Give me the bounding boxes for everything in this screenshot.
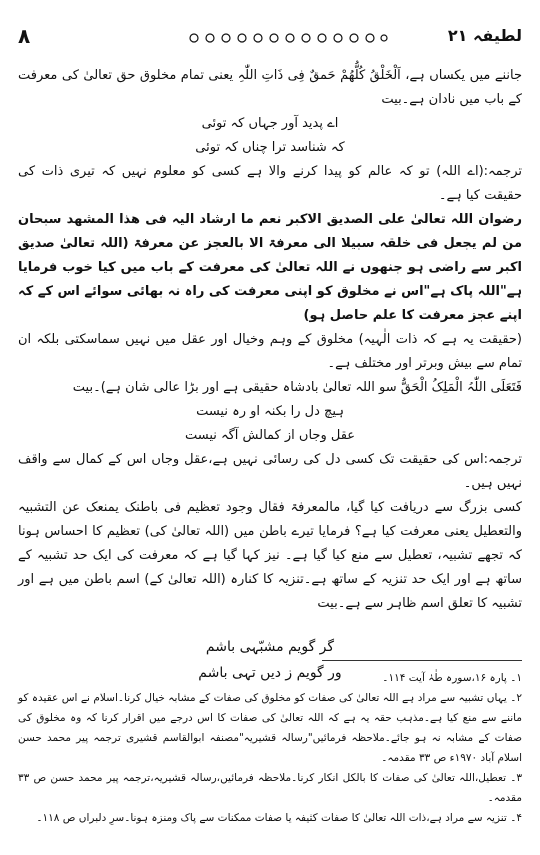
verse-2-line-2: عقل وجاں از کمالش آگہ نیست — [184, 428, 356, 443]
verse-3-line-1: گر گویم مشبّہی باشم — [205, 639, 335, 655]
chapter-title: لطیفہ ۲۱ — [447, 26, 522, 45]
page-number: ۸ — [18, 24, 31, 48]
paragraph-2: (حقیقت یہ ہے کہ ذات الٰہیہ) مخلوق کے وہم وخیال اور عقل میں نہیں سماسکتی بلکہ ان تمام سے بیش وبرتر اور مختلف ہے۔ — [18, 332, 522, 371]
spacer — [18, 616, 522, 634]
verse-1-line-2: کہ شناسد ترا چناں کہ توئی — [195, 140, 345, 155]
paragraph-1: جاننے میں یکساں ہے، اَلْخَلْقُ کُلُّھُمْ حَمقٌ فِی ذَاتِ اللّٰہِ یعنی تمام مخلوق حق تعالیٰ کی معرفت کے باب میں نادان ہے۔بیت — [18, 68, 522, 107]
translation-1: ترجمہ:(اے اللہ) تو کہ عالم کو پیدا کرنے والا ہے کسی کو معلوم نہیں کہ تیری ذات کی حقیقت کیا ہے۔ — [18, 164, 522, 203]
main-text — [18, 64, 522, 686]
footnotes — [18, 668, 522, 828]
verse-2-line-1: ہیچ دل را بکنہ او رہ نیست — [196, 404, 344, 419]
footnote-2: ۲۔ یہاں تشبیہ سے مراد ہے اللہ تعالیٰ کی صفات کو مخلوق کی صفات کے مشابہ خیال کرنا۔اسلام نے اس عقیدہ کو ماننے سے منع کیا ہے۔مذہب حقہ یہ ہے کہ اللہ تعالیٰ کی صفات کا اس درجے میں اقرار کرنا کہ وہ مخلوق کی صفات کے مشابہ نہ ہو جائے۔ملاحظہ فرمائیں"رسالہ قشیریہ"مصنفہ ابوالقاسم قشیری ترجمہ پیر محمد حسن اسلام آباد ۱۹۷۰ء ص ۳۳ مقدمہ۔ — [18, 692, 522, 764]
verse-3-line-2: ور گویم ز دیں تہی باشم — [198, 665, 342, 681]
ornament-divider — [188, 32, 388, 44]
quran-verse-line: فَتَعَلَی اللّٰہُ الْمَلِکُ الْحَقُّ سو اللہ تعالیٰ بادشاہ حقیقی ہے اور بڑا عالی شان ہے)۔بیت — [72, 380, 522, 395]
verse-1-line-1: اے پدید آور جہاں کہ توئی — [201, 116, 339, 131]
translation-2: ترجمہ:اس کی حقیقت تک کسی دل کی رسائی نہیں ہے،عقل وجاں اس کے کمال سے واقف نہیں ہیں۔ — [18, 452, 522, 491]
paragraph-3: کسی بزرگ سے دریافت کیا گیا، مالمعرفۃ فقال وجود تعظیم فی باطنک یمنعک عن التشبیہ والتعطیل یعنی معرفت کیا ہے؟ فرمایا تیرے باطن میں (اللہ تعالیٰ کی) تعظیم کا احساس ہونا کہ تجھے تشبیہ، تعطیل سے منع کیا گیا ہے۔ نیز کہا گیا ہے کہ معرفت کی ایک حد تشبیہ کے ساتھ ہے اور ایک حد تنزیہ کے ساتھ ہے۔تنزیہ کا کنارہ (اللہ تعالیٰ کے) اسم باطن میں ہے اور تشبیہ کا تعلق اسم ظاہر سے ہے۔بیت — [18, 500, 522, 611]
footnote-separator — [322, 660, 522, 661]
paragraph-arabic-quote: رضوان اللہ تعالیٰ علی الصدیق الاکبر نعم ما ارشاد الیہ فی ھذا المشھد سبحان من لم یجعل فی خلقہ سبیلا الی معرفۃ الا بالعجز عن معرفۃ (اللہ تعالیٰ صدیق اکبر سے راضی ہو جنھوں نے اللہ تعالیٰ کی معرفت کے باب میں کیا خوب فرمایا ہے"اللہ پاک ہے"اس نے مخلوق کو اپنی معرفت کی راہ نہ بھائی سوائے اس کے کہ اپنے عجز معرفت کا علم حاصل ہو) — [18, 212, 522, 323]
footnote-1: ۱۔ پارہ ۱۶،سورہ طٰہٰ آیت ۱۱۴۔ — [382, 672, 522, 684]
footnote-4: ۴۔ تنزیہ سے مراد ہے،ذات اللہ تعالیٰ کا صفات کثیفہ یا صفات ممکنات سے پاک ومنزہ ہونا۔سرِ دلبراں ص ۱۱۸۔ — [36, 812, 522, 824]
page-header — [18, 24, 522, 50]
footnote-3: ۳۔ تعطیل،اللہ تعالیٰ کی صفات کا بالکل انکار کرنا۔ملاحظہ فرمائیں،رسالہ قشیریہ،ترجمہ پیر محمد حسن ص ۳۳ مقدمہ۔ — [18, 772, 522, 804]
